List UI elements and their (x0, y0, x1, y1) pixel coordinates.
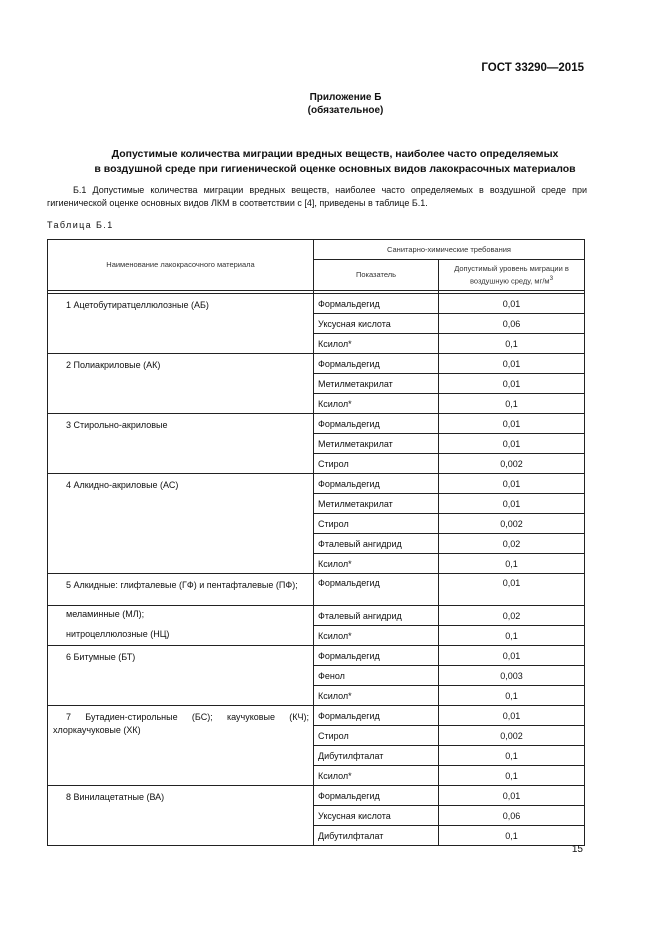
table-row (48, 626, 585, 646)
indicator-cell: Дибутилфталат (314, 826, 439, 846)
value-cell: 0,06 (439, 806, 585, 826)
header-level: Допустимый уровень миграции в воздушную среду, $мг/м^3$ (439, 260, 585, 291)
header-indicator: Показатель (314, 260, 439, 291)
indicator-cell: Формальдегид (314, 574, 439, 606)
table-row (48, 646, 585, 666)
indicator-cell: Метилметакрилат (314, 434, 439, 454)
table-row (48, 354, 585, 374)
intro-text: Б.1 Допустимые количества миграции вредных веществ, наиболее часто определяемых в воздушной среде при гигиенической оценке основных видов ЛКМ в соответствии с [4], приведены в таблице Б.1. (47, 185, 587, 208)
value-cell: 0,01 (439, 706, 585, 726)
heading-line-2: в воздушной среде при гигиенической оценке основных видов лакокрасочных материалов (94, 163, 576, 175)
value-cell: 0,1 (439, 394, 585, 414)
indicator-cell: Дибутилфталат (314, 746, 439, 766)
appendix-title: Приложение Б (309, 92, 382, 103)
indicator-cell: Формальдегид (314, 474, 439, 494)
indicator-cell: Ксилол* (314, 686, 439, 706)
indicator-cell: Метилметакрилат (314, 494, 439, 514)
value-cell: 0,1 (439, 766, 585, 786)
material-cell: 1 Ацетобутиратцеллюлозные (АБ) (48, 294, 314, 354)
table-row (48, 414, 585, 434)
section-heading (40, 147, 630, 177)
indicator-cell: Метилметакрилат (314, 374, 439, 394)
value-cell: 0,01 (439, 646, 585, 666)
material-cell: нитроцеллюлозные (НЦ) (48, 626, 314, 646)
indicator-cell: Формальдегид (314, 646, 439, 666)
indicator-cell: Фенол (314, 666, 439, 686)
indicator-cell: Стирол (314, 514, 439, 534)
document-code: ГОСТ 33290—2015 (481, 62, 584, 74)
table-row (48, 706, 585, 726)
indicator-cell: Фталевый ангидрид (314, 606, 439, 626)
material-cell: 2 Полиакриловые (АК) (48, 354, 314, 414)
indicator-cell: Ксилол* (314, 626, 439, 646)
intro-paragraph (47, 184, 587, 209)
value-cell: 0,1 (439, 626, 585, 646)
material-cell: меламинные (МЛ); (48, 606, 314, 626)
material-cell: 3 Стирольно-акриловые (48, 414, 314, 474)
indicator-cell: Ксилол* (314, 766, 439, 786)
value-cell: 0,01 (439, 414, 585, 434)
indicator-cell: Ксилол* (314, 334, 439, 354)
value-cell: 0,01 (439, 434, 585, 454)
table-row (48, 786, 585, 806)
value-cell: 0,01 (439, 374, 585, 394)
value-cell: 0,1 (439, 554, 585, 574)
value-cell: 0,002 (439, 514, 585, 534)
indicator-cell: Формальдегид (314, 786, 439, 806)
value-cell: 0,01 (439, 474, 585, 494)
appendix-subtitle: (обязательное) (307, 105, 384, 116)
value-cell: 0,1 (439, 826, 585, 846)
material-cell: 5 Алкидные: глифталевые (ГФ) и пентафталевые (ПФ); (48, 574, 314, 606)
value-cell: 0,02 (439, 606, 585, 626)
migration-table (47, 239, 585, 846)
heading-line-1: Допустимые количества миграции вредных веществ, наиболее часто определяемых (111, 148, 559, 160)
material-cell: 7 Бутадиен-стирольные (БС); каучуковые (КЧ); хлоркаучуковые (ХК) (48, 706, 314, 786)
material-cell: 4 Алкидно-акриловые (АС) (48, 474, 314, 574)
value-cell: 0,01 (439, 574, 585, 606)
page-number: 15 (571, 844, 583, 855)
material-cell: 6 Битумные (БТ) (48, 646, 314, 706)
indicator-cell: Уксусная кислота (314, 314, 439, 334)
header-sanitary: Санитарно-химические требования (314, 240, 585, 260)
indicator-cell: Ксилол* (314, 394, 439, 414)
indicator-cell: Формальдегид (314, 354, 439, 374)
value-cell: 0,01 (439, 354, 585, 374)
indicator-cell: Уксусная кислота (314, 806, 439, 826)
indicator-cell: Формальдегид (314, 706, 439, 726)
indicator-cell: Стирол (314, 726, 439, 746)
value-cell: 0,01 (439, 786, 585, 806)
value-cell: 0,002 (439, 726, 585, 746)
value-cell: 0,1 (439, 334, 585, 354)
indicator-cell: Стирол (314, 454, 439, 474)
table-row (48, 606, 585, 626)
value-cell: 0,02 (439, 534, 585, 554)
appendix-title-block (0, 91, 661, 117)
value-cell: 0,003 (439, 666, 585, 686)
indicator-cell: Формальдегид (314, 414, 439, 434)
value-cell: 0,1 (439, 686, 585, 706)
material-cell: 8 Винилацетатные (ВА) (48, 786, 314, 846)
indicator-cell: Фталевый ангидрид (314, 534, 439, 554)
table-row (48, 474, 585, 494)
value-cell: 0,1 (439, 746, 585, 766)
indicator-cell: Формальдегид (314, 294, 439, 314)
header-material: Наименование лакокрасочного материала (48, 240, 314, 291)
indicator-cell: Ксилол* (314, 554, 439, 574)
value-cell: 0,06 (439, 314, 585, 334)
value-cell: 0,002 (439, 454, 585, 474)
table-caption: Таблица Б.1 (47, 220, 114, 230)
table-row (48, 574, 585, 606)
value-cell: 0,01 (439, 494, 585, 514)
value-cell: 0,01 (439, 294, 585, 314)
table-row (48, 294, 585, 314)
